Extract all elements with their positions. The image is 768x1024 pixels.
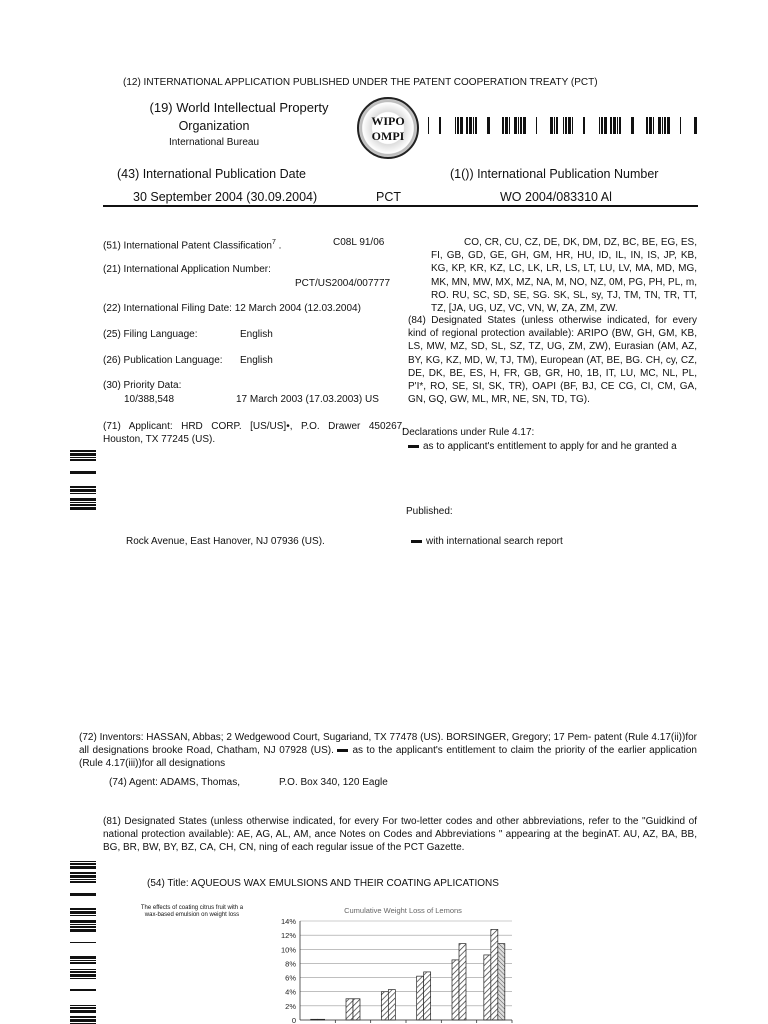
chart-bar bbox=[353, 999, 360, 1020]
field-84: (84) Designated States (unless otherwise indicated, for every kind of regional protection available): ARIPO (BW, GH, GM, KB, LS, MW, MZ, SD, SL, SZ, TZ, UG, ZM, ZW), Eurasian (AM, AZ, BY, KG, KZ, MD, W, TJ, TM), European (AT, BE, BG. CH, cy, CZ, DE, DK, BE, ES, H, FR, GB, GR, H0, 1B, IT, LU, MC, NL, PL, P'I*, RO, SE, SI, SK, TR), OAPI (BF, BJ, CE CG, CI, CM, GA, GN, GQ, GW, ML, MR, NE, SN, TD, TG). bbox=[408, 315, 697, 406]
pub-date-value: 30 September 2004 (30.09.2004) bbox=[133, 190, 318, 204]
field-30-label: (30) Priority Data: bbox=[103, 380, 182, 391]
figure-caption-line1: The effects of coating citrus fruit with a bbox=[140, 905, 244, 911]
pub-number-label: (1()) International Publication Number bbox=[450, 167, 659, 181]
side-barcode-lower bbox=[70, 852, 96, 1024]
dash-icon bbox=[337, 749, 348, 752]
chart-bar bbox=[381, 992, 388, 1020]
org-name-line2: Organization bbox=[178, 119, 250, 133]
published-heading: Published: bbox=[406, 506, 453, 517]
wipo-seal-logo bbox=[357, 97, 419, 159]
field-21-value: PCT/US2004/007777 bbox=[295, 278, 391, 289]
dash-icon bbox=[408, 445, 419, 448]
y-tick-label: 12% bbox=[280, 931, 296, 941]
declaration-item-text: as to applicant's entitlement to apply for and he granted a bbox=[423, 441, 677, 452]
field-51-label bbox=[103, 236, 281, 253]
chart-bar bbox=[491, 929, 498, 1020]
field-21-label: (21) International Application Number: bbox=[103, 264, 271, 275]
pub-number-value: WO 2004/083310 Al bbox=[500, 190, 612, 204]
declaration-item bbox=[408, 440, 677, 453]
field-25-label: (25) Filing Language: bbox=[103, 329, 198, 340]
chart-title: Cumulative Weight Loss of Lemons bbox=[344, 906, 462, 915]
side-barcode-upper bbox=[70, 448, 96, 510]
field-51-value: C08L 91/06 bbox=[333, 237, 385, 248]
field-26-label: (26) Publication Language: bbox=[103, 355, 223, 366]
field-51-label-text: (51) International Patent Classification bbox=[103, 240, 272, 252]
declarations-heading: Declarations under Rule 4.17: bbox=[402, 427, 535, 438]
field-30-value: 17 March 2003 (17.03.2003) US bbox=[236, 394, 379, 405]
y-tick-label: 10% bbox=[280, 945, 296, 955]
field-72 bbox=[79, 731, 697, 771]
field-72-priority: as to the applicant's entitlement to claim the priority of the earlier application (Rule 4.17(iii))for all designations bbox=[79, 745, 697, 770]
field-74-label: (74) Agent: ADAMS, Thomas, bbox=[109, 777, 240, 788]
chart-bar bbox=[484, 955, 491, 1020]
field-81: (81) Designated States (unless otherwise indicated, for every For two-letter codes and other abbreviations, refer to the "Guidkind of national protection available): AE, AG, AL, AM, ance Notes on Codes and Abbreviations " appearing at the beginAT. AU, AZ, BA, BB, BG, BR, BW, BY, BZ, CA, CH, CN, ning of each regular issue of the PCT Gazette. bbox=[103, 816, 697, 854]
y-tick-label: 2% bbox=[285, 1001, 296, 1011]
figure-caption-line2: wax-based emulsion on weight loss bbox=[144, 912, 240, 918]
chart-bar bbox=[459, 944, 466, 1020]
field-74-value: P.O. Box 340, 120 Eagle bbox=[279, 777, 388, 788]
top-barcode bbox=[428, 117, 698, 134]
chart-bar bbox=[452, 960, 459, 1020]
y-tick-label: 4% bbox=[285, 987, 296, 997]
field-26-value: English bbox=[240, 355, 273, 366]
figure-caption bbox=[117, 905, 267, 919]
field-54-title: (54) Title: AQUEOUS WAX EMULSIONS AND THEIR COATING APLICATIONS bbox=[147, 878, 499, 889]
field-72-text: (72) Inventors: HASSAN, Abbas; 2 Wedgewood Court, Sugariand, TX 77478 (US). BORSINGER, Gregory; 17 Pem- patent (Rule 4.17(ii))for all designations brooke Road, Chatham, NJ 07928 (US). bbox=[79, 732, 697, 757]
org-name-line3: International Bureau bbox=[168, 137, 260, 148]
field-22: (22) International Filing Date: 12 March 2004 (12.03.2004) bbox=[103, 303, 361, 314]
y-tick-label: 0 bbox=[291, 1016, 296, 1024]
field-51-dot: . bbox=[278, 240, 282, 252]
y-tick-label: 8% bbox=[285, 959, 296, 969]
weight-loss-chart bbox=[270, 902, 520, 1024]
field-30-number: 10/388,548 bbox=[124, 394, 175, 405]
chart-bar bbox=[498, 944, 505, 1020]
pub-date-label: (43) International Publication Date bbox=[117, 167, 307, 181]
pct-label: PCT bbox=[376, 190, 401, 204]
y-tick-label: 14% bbox=[280, 917, 296, 926]
chart-bar bbox=[417, 976, 424, 1020]
published-item bbox=[411, 535, 563, 548]
org-name-line1: (19) World Intellectual Property bbox=[149, 100, 329, 115]
header-divider bbox=[103, 205, 698, 207]
field-71: (71) Applicant: HRD CORP. [US/US]•, P.O. Drawer 450267, Houston, TX 77245 (US). bbox=[103, 421, 405, 446]
y-tick-label: 6% bbox=[285, 973, 296, 983]
published-item-text: with international search report bbox=[426, 536, 563, 547]
field-25-value: English bbox=[240, 329, 273, 340]
address-continuation: Rock Avenue, East Hanover, NJ 07936 (US). bbox=[126, 536, 325, 547]
publication-type: (12) INTERNATIONAL APPLICATION PUBLISHED UNDER THE PATENT COOPERATION TREATY (PCT) bbox=[123, 77, 598, 88]
seal-text-top: WIPO bbox=[371, 114, 405, 128]
chart-bar bbox=[346, 999, 353, 1020]
dash-icon bbox=[411, 540, 422, 543]
chart-bar bbox=[388, 990, 395, 1020]
designated-countries: CO, CR, CU, CZ, DE, DK, DM, DZ, BC, BE, EG, ES, FI, GB, GD, GE, GH, GM, HR, HU, ID, IL, IN, IS, JP, KB, KG, KP, KR, KZ, LC, LK, LR, LS, LT, LU, LV, MA, MD, MG, MK, MN, MW, MX, MZ, NA, M, NO, NZ, 0M, PG, PH, PL, m, RO. RU, SC, SD, SE, SG. SK, SL, sy, TJ, TM, TN, TR, TT, TZ, [JA, UG, UZ, VC, VN, W, ZA, ZM, ZW. bbox=[431, 237, 697, 315]
field-51-sup: 7 bbox=[271, 239, 276, 246]
seal-text-bottom: OMPI bbox=[371, 129, 405, 143]
chart-bar bbox=[424, 972, 431, 1020]
